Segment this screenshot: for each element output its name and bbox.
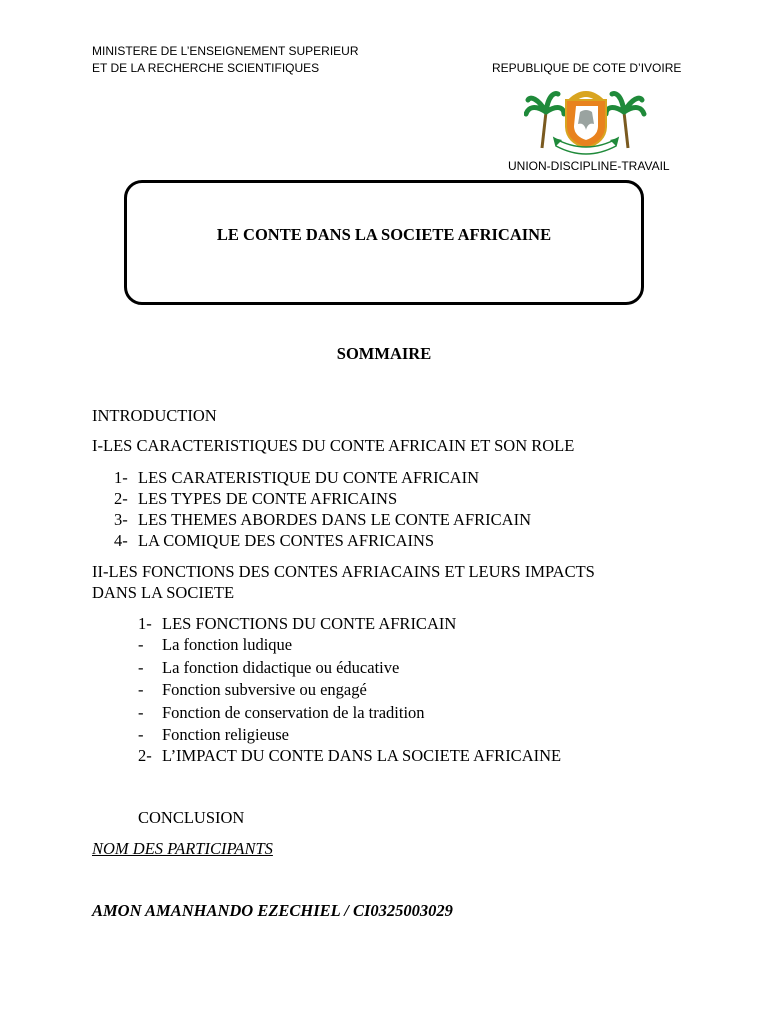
item-text: LES THEMES ABORDES DANS LE CONTE AFRICAIN (138, 510, 531, 529)
item-text: LES TYPES DE CONTE AFRICAINS (138, 489, 398, 508)
coat-of-arms-icon (524, 82, 648, 158)
dash-bullet-icon: - (138, 680, 144, 699)
introduction-entry: INTRODUCTION (92, 406, 217, 425)
item-text: L’IMPACT DU CONTE DANS LA SOCIETE AFRICAINE (162, 746, 562, 765)
subitem-text: Fonction religieuse (162, 725, 289, 744)
ministry-line-1: MINISTERE DE L’ENSEIGNEMENT SUPERIEUR (92, 44, 359, 58)
part2-title-line2: DANS LA SOCIETE (92, 583, 235, 602)
part1-item (114, 489, 397, 509)
document-title: LE CONTE DANS LA SOCIETE AFRICAINE (216, 225, 552, 244)
item-number: 2- (114, 489, 128, 508)
item-text: LES FONCTIONS DU CONTE AFRICAIN (162, 614, 457, 633)
item-number: 1- (114, 468, 128, 487)
dash-bullet-icon: - (138, 658, 144, 677)
dash-bullet-icon: - (138, 635, 144, 654)
part2-subitem (138, 680, 367, 700)
subitem-text: Fonction subversive ou engagé (162, 680, 367, 699)
subitem-text: La fonction ludique (162, 635, 293, 654)
item-text: LES CARATERISTIQUE DU CONTE AFRICAIN (138, 468, 480, 487)
sommaire-heading: SOMMAIRE (336, 344, 432, 363)
motto-label: UNION-DISCIPLINE-TRAVAIL (508, 159, 670, 173)
item-number: 3- (114, 510, 128, 529)
part2-subitem (138, 703, 425, 723)
dash-bullet-icon: - (138, 703, 144, 722)
part1-item (114, 468, 479, 488)
item-text: LA COMIQUE DES CONTES AFRICAINS (138, 531, 435, 550)
part2-item (138, 746, 561, 766)
part2-subitem (138, 635, 292, 655)
ministry-line-2: ET DE LA RECHERCHE SCIENTIFIQUES (92, 61, 320, 75)
part1-item (114, 510, 531, 530)
part1-title: I-LES CARACTERISTIQUES DU CONTE AFRICAIN ET SON ROLE (92, 436, 575, 455)
item-number: 1- (138, 614, 152, 633)
participant-name: AMON AMANHANDO EZECHIEL / CI0325003029 (92, 901, 453, 920)
subitem-text: La fonction didactique ou éducative (162, 658, 400, 677)
dash-bullet-icon: - (138, 725, 144, 744)
republic-label: REPUBLIQUE DE COTE D’IVOIRE (492, 61, 682, 75)
part2-subitem (138, 725, 289, 745)
conclusion-entry: CONCLUSION (138, 808, 245, 827)
title-box (124, 180, 644, 305)
item-number: 2- (138, 746, 152, 765)
part2-item (138, 614, 456, 634)
part2-title-line1: II-LES FONCTIONS DES CONTES AFRIACAINS ET LEURS IMPACTS (92, 562, 595, 581)
part1-item (114, 531, 434, 551)
item-number: 4- (114, 531, 128, 550)
participants-heading: NOM DES PARTICIPANTS (92, 839, 273, 858)
part2-subitem (138, 658, 399, 678)
subitem-text: Fonction de conservation de la tradition (162, 703, 425, 722)
